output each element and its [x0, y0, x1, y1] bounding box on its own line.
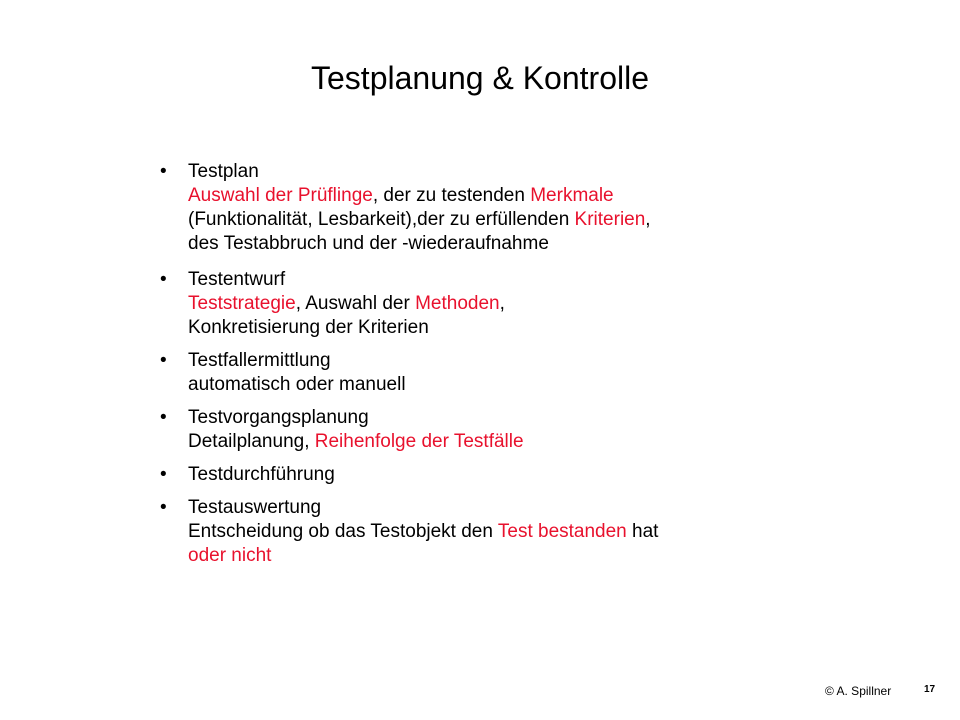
- highlight-text: Merkmale: [530, 185, 614, 206]
- bullet-heading: Testplan: [188, 161, 259, 182]
- bullet-detail-line: [188, 520, 810, 544]
- bullet-heading: Testdurchführung: [188, 464, 335, 485]
- detail-text: hat: [626, 521, 659, 542]
- page-number: 17: [924, 684, 936, 695]
- highlight-text: oder nicht: [188, 545, 272, 566]
- bullet-heading: Testentwurf: [188, 269, 286, 290]
- bullet-detail-line: [188, 316, 810, 340]
- bullet-item-testfallermittlung: [160, 349, 810, 397]
- highlight-text: Kriterien: [574, 209, 646, 230]
- detail-text: des Testabbruch und der -wiederaufnahme: [188, 233, 549, 254]
- detail-text: (Funktionalität, Lesbarkeit),der zu erfüllenden: [188, 209, 575, 230]
- detail-text: , der zu testenden: [372, 185, 531, 206]
- bullet-dot: •: [160, 464, 167, 485]
- bullet-detail-line: [188, 184, 810, 208]
- bullet-dot: •: [160, 407, 167, 428]
- detail-text: , Auswahl der: [295, 293, 416, 314]
- bullet-dot: •: [160, 350, 167, 371]
- detail-text: automatisch oder manuell: [188, 374, 406, 395]
- highlight-text: Teststrategie: [188, 293, 296, 314]
- bullet-detail-line: [188, 544, 810, 568]
- bullet-item-testentwurf: [160, 268, 810, 340]
- highlight-text: Auswahl der Prüflinge: [188, 185, 373, 206]
- slide-footer: [0, 684, 960, 704]
- bullet-heading: Testvorgangsplanung: [188, 407, 369, 428]
- highlight-text: Reihenfolge der Testfälle: [314, 431, 524, 452]
- bullet-dot: •: [160, 161, 167, 182]
- bullet-item-testplan: [160, 160, 810, 256]
- highlight-text: Test bestanden: [497, 521, 627, 542]
- bullet-dot: •: [160, 497, 167, 518]
- bullet-list: [160, 160, 810, 577]
- bullet-detail-line: [188, 373, 810, 397]
- detail-text: Detailplanung,: [188, 431, 315, 452]
- bullet-item-testauswertung: [160, 496, 810, 568]
- bullet-item-testvorgangsplanung: [160, 406, 810, 454]
- bullet-detail-line: [188, 430, 810, 454]
- bullet-heading: Testfallermittlung: [188, 350, 331, 371]
- highlight-text: Methoden: [415, 293, 500, 314]
- bullet-item-testdurchfuehrung: [160, 463, 810, 487]
- bullet-detail-line: [188, 208, 810, 232]
- detail-text: ,: [499, 293, 505, 314]
- bullet-detail-line: [188, 232, 810, 256]
- slide-title: Testplanung & Kontrolle: [311, 60, 649, 96]
- bullet-heading: Testauswertung: [188, 497, 322, 518]
- detail-text: Entscheidung ob das Testobjekt den: [188, 521, 498, 542]
- bullet-dot: •: [160, 269, 167, 290]
- bullet-detail-line: [188, 292, 810, 316]
- copyright-notice: © A. Spillner: [825, 684, 892, 698]
- detail-text: Konkretisierung der Kriterien: [188, 317, 429, 338]
- detail-text: ,: [645, 209, 651, 230]
